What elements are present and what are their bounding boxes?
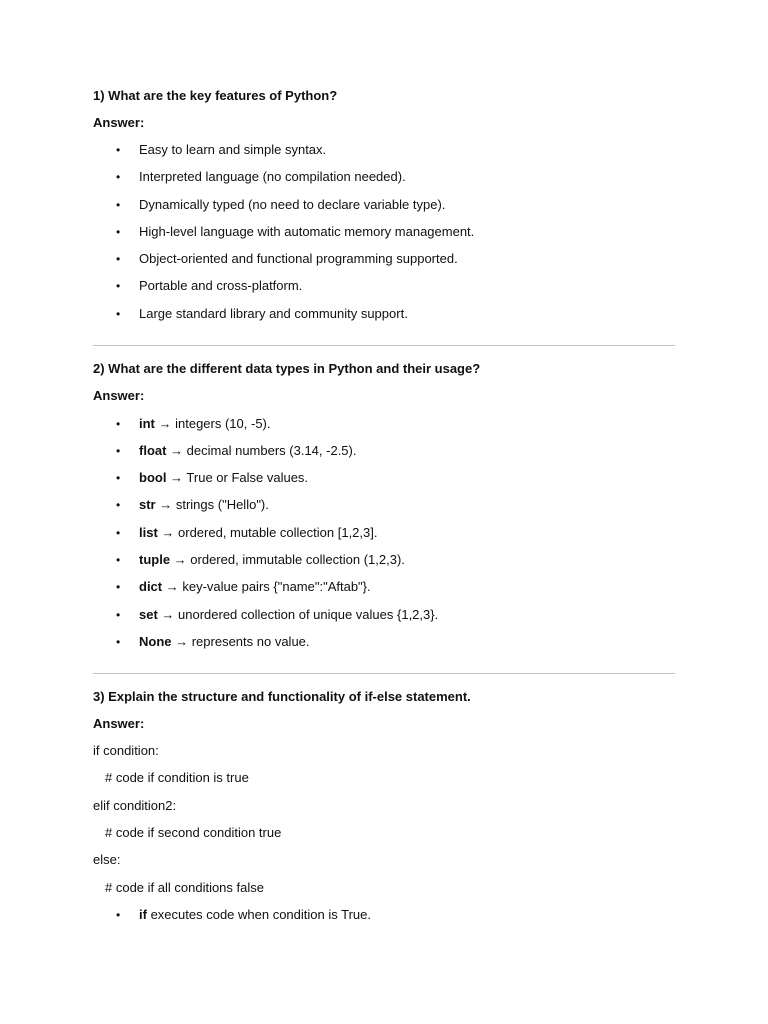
- list-item: • list → ordered, mutable collection [1,2,3].: [116, 525, 378, 540]
- bullet-icon: •: [116, 908, 121, 922]
- list-item: • str → strings ("Hello").: [116, 497, 269, 512]
- bullet-icon: •: [116, 444, 121, 458]
- code-line: elif condition2:: [93, 798, 177, 813]
- list-item: • Dynamically typed (no need to declare variable type).: [116, 197, 446, 212]
- section-divider: [93, 673, 675, 674]
- bullet-icon: •: [116, 198, 121, 212]
- bullet-icon: •: [116, 225, 121, 239]
- list-item: • int → integers (10, -5).: [116, 416, 271, 431]
- list-item: • tuple → ordered, immutable collection (1,2,3).: [116, 552, 405, 567]
- bullet-icon: •: [116, 635, 121, 649]
- code-comment: # code if all conditions false: [105, 880, 264, 895]
- list-item: • Portable and cross-platform.: [116, 278, 303, 293]
- answer-label-3: Answer:: [93, 716, 145, 731]
- bullet-icon: •: [116, 307, 121, 321]
- bullet-icon: •: [116, 417, 121, 431]
- list-item: • float → decimal numbers (3.14, -2.5).: [116, 443, 357, 458]
- bullet-icon: •: [116, 143, 121, 157]
- question-1: 1) What are the key features of Python?: [93, 88, 338, 103]
- code-line: else:: [93, 852, 121, 867]
- bullet-icon: •: [116, 471, 121, 485]
- list-item: • High-level language with automatic memory management.: [116, 224, 475, 239]
- list-item: • Easy to learn and simple syntax.: [116, 142, 327, 157]
- bullet-icon: •: [116, 279, 121, 293]
- bullet-icon: •: [116, 580, 121, 594]
- bullet-icon: •: [116, 498, 121, 512]
- bullet-icon: •: [116, 608, 121, 622]
- code-comment: # code if second condition true: [105, 825, 282, 840]
- list-item: • if executes code when condition is True.: [116, 907, 371, 922]
- code-line: if condition:: [93, 743, 159, 758]
- list-item: • Interpreted language (no compilation needed).: [116, 169, 406, 184]
- list-item: • bool → True or False values.: [116, 470, 309, 485]
- list-item: • Large standard library and community support.: [116, 306, 408, 321]
- list-item: • set → unordered collection of unique values {1,2,3}.: [116, 607, 439, 622]
- list-item: • None → represents no value.: [116, 634, 310, 649]
- bullet-icon: •: [116, 170, 121, 184]
- bullet-icon: •: [116, 252, 121, 266]
- bullet-icon: •: [116, 526, 121, 540]
- answer-label-2: Answer:: [93, 388, 145, 403]
- question-2: 2) What are the different data types in Python and their usage?: [93, 361, 481, 376]
- code-comment: # code if condition is true: [105, 770, 249, 785]
- section-divider: [93, 345, 675, 346]
- bullet-icon: •: [116, 553, 121, 567]
- answer-label-1: Answer:: [93, 115, 145, 130]
- list-item: • dict → key-value pairs {"name":"Aftab"}.: [116, 579, 371, 594]
- question-3: 3) Explain the structure and functionality of if-else statement.: [93, 689, 471, 704]
- list-item: • Object-oriented and functional programming supported.: [116, 251, 458, 266]
